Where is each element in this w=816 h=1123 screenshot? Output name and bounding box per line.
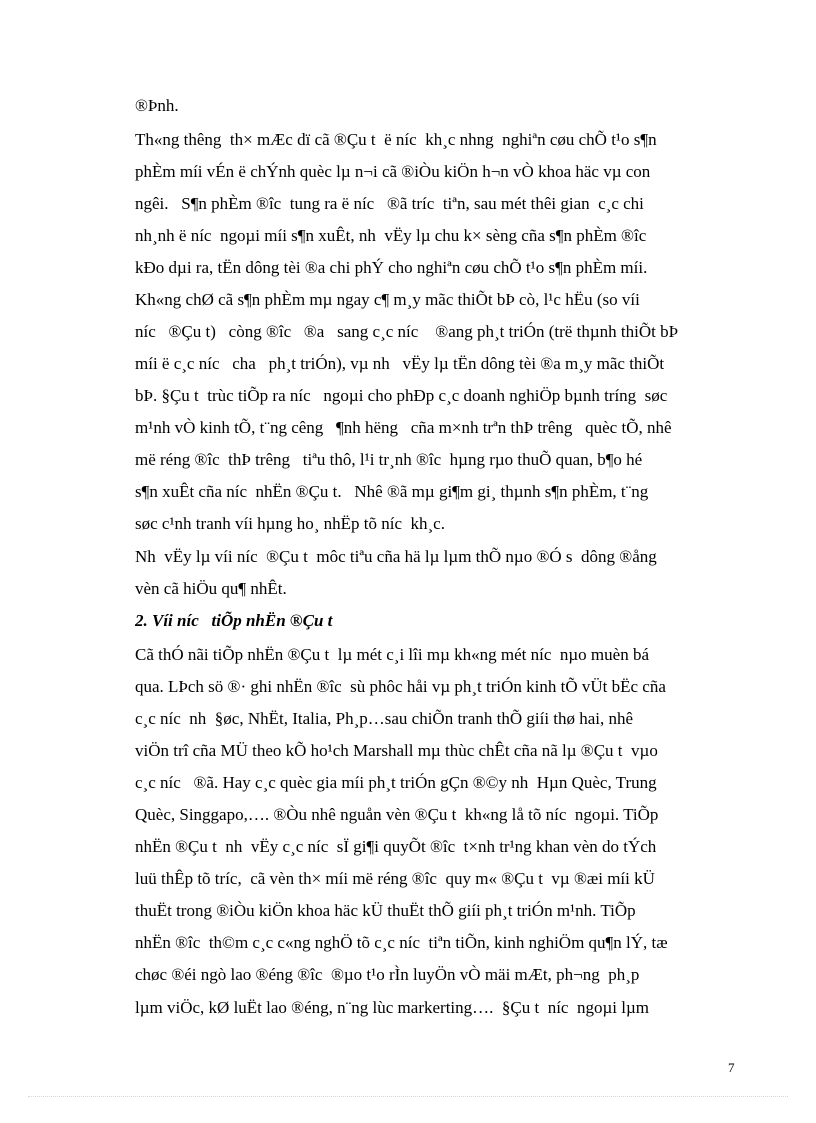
text-line: phÈm míi vÉn ë chÝnh quèc lµ n¬i cã ®iÒu kiÖn h¬n vÒ khoa häc vµ con	[135, 162, 651, 181]
text-line: nh¸nh ë níc ngoµi míi s¶n xuÊt, nh vËy lµ chu k× sèng cña s¶n phÈm ®îc	[135, 226, 647, 245]
text-line: më réng ®îc thÞ trêng tiªu thô, l¹i tr¸nh ®îc hµng rµo thuÕ quan, b¶o hé	[135, 450, 643, 469]
text-line: Nh vËy lµ víi níc ®Çu t môc tiªu cña hä lµ lµm thÕ nµo ®Ó s dông ®ång	[135, 547, 657, 566]
text-line: vèn cã hiÖu qu¶ nhÊt.	[135, 579, 287, 598]
text-line: nhËn ®Çu t nh vËy c¸c níc sÏ gi¶i quyÕt ®îc t×nh tr¹ng khan vèn do tÝch	[135, 837, 657, 856]
text-line: s¶n xuÊt cña níc nhËn ®Çu t. Nhê ®ã mµ gi¶m gi¸ thµnh s¶n phÈm, t¨ng	[135, 482, 649, 501]
text-line: qua. LÞch sö ®· ghi nhËn ®îc sù phôc håi vµ ph¸t triÓn kinh tÕ vÜt bËc cña	[135, 677, 666, 696]
section-heading: 2. Víi níc tiÕp nhËn ®Çu t	[135, 611, 333, 630]
text-line: viÖn trî cña MÜ theo kÕ ho¹ch Marshall mµ thùc chÊt cña nã lµ ®Çu t vµo	[135, 741, 658, 760]
text-line: kÐo dµi ra, tËn dông tèi ®a chi phÝ cho nghiªn cøu chÕ t¹o s¶n phÈm míi.	[135, 258, 648, 277]
text-line: Kh«ng chØ cã s¶n phÈm mµ ngay c¶ m¸y mãc thiÕt bÞ cò, l¹c hËu (so víi	[135, 290, 640, 309]
text-line: ngêi. S¶n phÈm ®îc tung ra ë níc ®ã tríc tiªn, sau mét thêi gian c¸c chi	[135, 194, 644, 213]
text-line: thuËt trong ®iÒu kiÖn khoa häc kÜ thuËt thÕ giíi ph¸t triÓn m¹nh. TiÕp	[135, 901, 636, 920]
text-line: níc ®Çu t) còng ®îc ®a sang c¸c níc ®ang ph¸t triÓn (trë thµnh thiÕt bÞ	[135, 322, 679, 341]
footer-divider	[28, 1096, 788, 1097]
text-line: søc c¹nh tranh víi hµng ho¸ nhËp tõ níc kh¸c.	[135, 514, 445, 533]
text-line: c¸c níc ®ã. Hay c¸c quèc gia míi ph¸t triÓn gÇn ®©y nh Hµn Quèc, Trung	[135, 773, 657, 792]
text-line: míi ë c¸c níc cha ph¸t triÓn), vµ nh vËy lµ tËn dông tèi ®a m¸y mãc thiÕt	[135, 354, 665, 373]
text-line: lµm viÖc, kØ luËt lao ®éng, n¨ng lùc markerting…. §Çu t níc ngoµi lµm	[135, 998, 649, 1017]
text-line: ®Þnh.	[135, 96, 179, 115]
text-line: bÞ. §Çu t trùc tiÕp ra níc ngoµi cho phÐp c¸c doanh nghiÖp bµnh tríng søc	[135, 386, 668, 405]
text-line: Cã thÓ nãi tiÕp nhËn ®Çu t lµ mét c¸i lîi mµ kh«ng mét níc nµo muèn bá	[135, 645, 649, 664]
page-number: 7	[728, 1060, 735, 1075]
text-line: luü thÊp tõ tríc, cã vèn th× míi më réng ®îc quy m« ®Çu t vµ ®æi míi kÜ	[135, 869, 655, 888]
text-line: chøc ®éi ngò lao ®éng ®îc ®µo t¹o rÌn luyÖn vÒ mäi mÆt, ph¬ng ph¸p	[135, 965, 640, 984]
text-line: Th«ng thêng th× mÆc dï cã ®Çu t ë níc kh¸c nhng nghiªn cøu chÕ t¹o s¶n	[135, 130, 657, 149]
text-line: nhËn ®îc th©m c¸c c«ng nghÖ tõ c¸c níc tiªn tiÕn, kinh nghiÖm qu¶n lÝ, tæ	[135, 933, 668, 952]
text-line: Quèc, Singgapo,…. ®Òu nhê nguån vèn ®Çu t kh«ng lå tõ níc ngoµi. TiÕp	[135, 805, 659, 824]
text-line: c¸c níc nh §øc, NhËt, Italia, Ph¸p…sau chiÕn tranh thÕ giíi thø hai, nhê	[135, 709, 634, 728]
text-line: m¹nh vÒ kinh tÕ, t¨ng cêng ¶nh hëng cña m×nh trªn thÞ trêng quèc tÕ, nhê	[135, 418, 672, 437]
